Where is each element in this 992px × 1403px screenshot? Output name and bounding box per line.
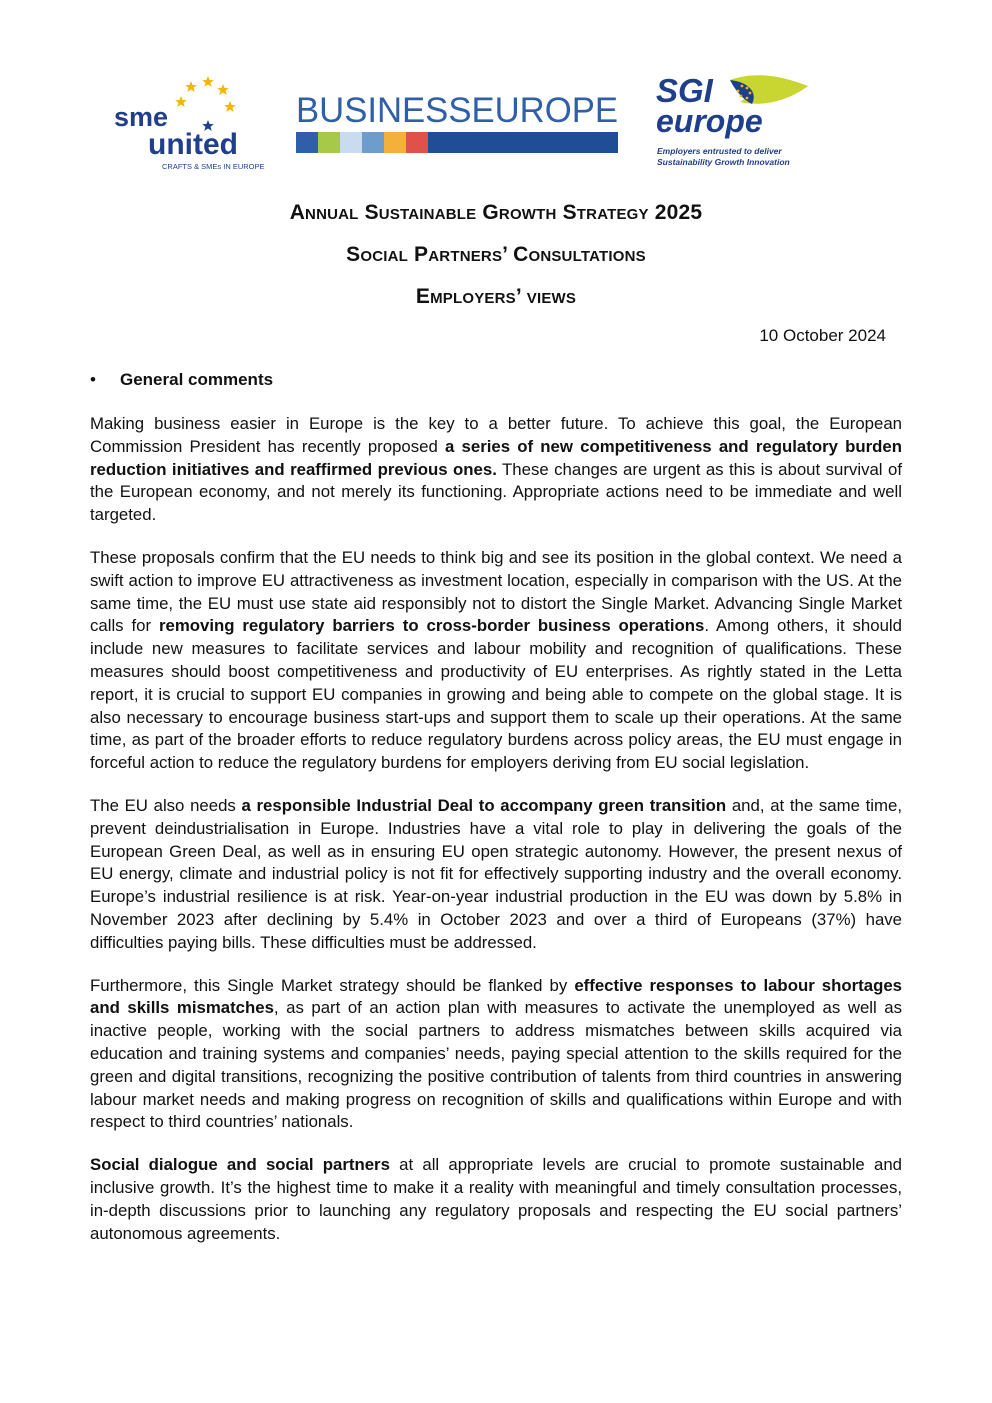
color-bar-segment [318,132,340,153]
sgi-tagline-1: Employers entrusted to deliver [657,146,782,156]
sgi-wordmark: SGI [656,72,713,109]
section-heading [90,370,273,390]
paragraph: Making business easier in Europe is the key to a better future. To achieve this goal, the European Commission President has recently proposed a series of new competitiveness and regulatory burden reduction initiatives and reaffirmed previous ones. These changes are urgent as this is about survival of the European economy, and not merely its functioning. Appropriate actions need to be immediate and well targeted. [90,414,902,525]
paragraph: Furthermore, this Single Market strategy should be flanked by effective responses to labour shortages and skills mismatches, as part of an action plan with measures to activate the unemployed as well as inactive people, working with the social partners to address mismatches between skills acquired via education and training systems and companies’ needs, paying special attention to the skills required for the green and digital transitions, recognizing the positive contribution of talents from third countries in answering labour market needs and making progress on recognition of skills and qualifications within Europe and with respect to third countries’ nationals. [90,975,902,1132]
united-wordmark: united [148,128,238,161]
section-heading-text: General comments [120,370,274,389]
paragraph: Social dialogue and social partners at all appropriate levels are crucial to promote sustainable and inclusive growth. It’s the highest time to make it a reality with meaningful and timely consultation processes, in-depth discussions prior to launching any regulatory proposals and respecting the EU social partners’ autonomous agreements. [90,1155,902,1243]
document-title-block [0,198,992,324]
europe-wordmark: europe [656,103,763,139]
logo-row [0,70,992,180]
bullet-icon: • [90,370,96,389]
businesseurope-color-bar [296,132,618,153]
paragraph: The EU also needs a responsible Industrial Deal to accompany green transition and, at the same time, prevent deindustrialisation in Europe. Industries have a vital role to play in delivering the goals of the European Green Deal, as well as in ensuring EU open strategic autonomy. However, the present nexus of EU energy, climate and industrial policy is not fit for effectively supporting industry and the overall economy. Europe’s industrial resilience is at risk. Year-on-year industrial production in the EU was down by 5.8% in November 2023 after declining by 5.4% in October 2023 and over a third of Europeans (37%) have difficulties paying bills. These difficulties must be addressed. [90,795,902,952]
sgi-tagline-2: Sustainability Growth Innovation [657,157,790,167]
color-bar-segment [340,132,362,153]
businesseurope-logo [296,88,620,158]
document-title: Annual Sustainable Growth Strategy 2025 [289,201,703,224]
color-bar-segment [296,132,318,153]
document-date: 10 October 2024 [759,326,886,345]
paragraph: These proposals confirm that the EU needs to think big and see its position in the global context. We need a swift action to improve EU attractiveness as investment location, especially in comparison with the US. At the same time, the EU must use state aid responsibly not to distort the Single Market. Advancing Single Market calls for removing regulatory barriers to cross-border business operations. Among others, it should include new measures to facilitate services and labour mobility and recognition of qualifications. These measures should boost competitiveness and productivity of EU enterprises. As rightly stated in the Letta report, it is crucial to support EU companies in growing and being able to compete on the global stage. It is also necessary to encourage business start-ups and support them to scale up their operations. At the same time, as part of the broader efforts to reduce regulatory burdens across policy areas, the EU must engage in forceful action to reduce the regulatory burdens for employers deriving from EU social legislation. [90,547,902,773]
businesseurope-wordmark: BUSINESSEUROPE [296,91,618,130]
color-bar-segment [428,132,618,153]
color-bar-segment [362,132,384,153]
sme-wordmark: sme [114,102,169,132]
document-subtitle-views: Employers’ views [415,285,577,308]
color-bar-segment [384,132,406,153]
document-subtitle: Social Partners’ Consultations [346,243,646,266]
smeunited-logo [112,74,272,174]
document-body [90,413,902,1265]
sgi-europe-logo [652,72,822,172]
eu-stars-icon [175,76,236,112]
color-bar-segment [406,132,428,153]
sme-tagline: CRAFTS & SMEs IN EUROPE [162,162,265,171]
